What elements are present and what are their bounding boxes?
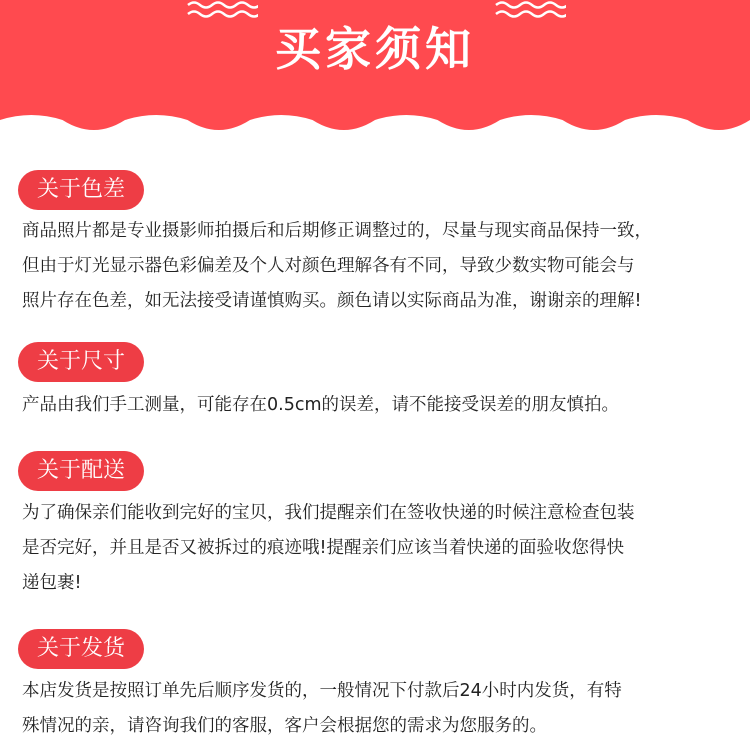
section-paragraph bbox=[22, 496, 734, 601]
paragraph-line: 照片存在色差，如无法接受请谨慎购买。颜色请以实际商品为准，谢谢亲的理解! bbox=[22, 291, 642, 311]
section-badge: 关于发货 bbox=[18, 629, 144, 669]
paragraph-line: 为了确保亲们能收到完好的宝贝，我们提醒亲们在签收快递的时候注意检查包装 bbox=[22, 503, 635, 523]
paragraph-line: 商品照片都是专业摄影师拍摄后和后期修正调整过的，尽量与现实商品保持一致， bbox=[22, 221, 652, 241]
section-badge: 关于尺寸 bbox=[18, 342, 144, 382]
header-banner bbox=[0, 0, 750, 150]
paragraph-line: 递包裹! bbox=[22, 573, 82, 593]
page-title: 买家须知 bbox=[275, 22, 475, 76]
section-paragraph bbox=[22, 674, 734, 744]
paragraph-line: 但由于灯光显示器色彩偏差及个人对颜色理解各有不同，导致少数实物可能会与 bbox=[22, 256, 635, 276]
paragraph-line: 殊情况的亲，请咨询我们的客服，客户会根据您的需求为您服务的。 bbox=[22, 716, 547, 736]
section-badge: 关于配送 bbox=[18, 451, 144, 491]
section-badge: 关于色差 bbox=[18, 170, 144, 210]
paragraph-line: 是否完好，并且是否又被拆过的痕迹哦!提醒亲们应该当着快递的面验收您得快 bbox=[22, 538, 625, 558]
paragraph-line: 本店发货是按照订单先后顺序发货的，一般情况下付款后24小时内发货，有特 bbox=[22, 681, 622, 701]
section-paragraph bbox=[22, 388, 734, 423]
paragraph-line: 产品由我们手工测量，可能存在0.5cm的误差，请不能接受误差的朋友慎拍。 bbox=[22, 395, 619, 415]
section-paragraph bbox=[22, 214, 734, 319]
right-wave-ornament-icon bbox=[494, 0, 566, 20]
